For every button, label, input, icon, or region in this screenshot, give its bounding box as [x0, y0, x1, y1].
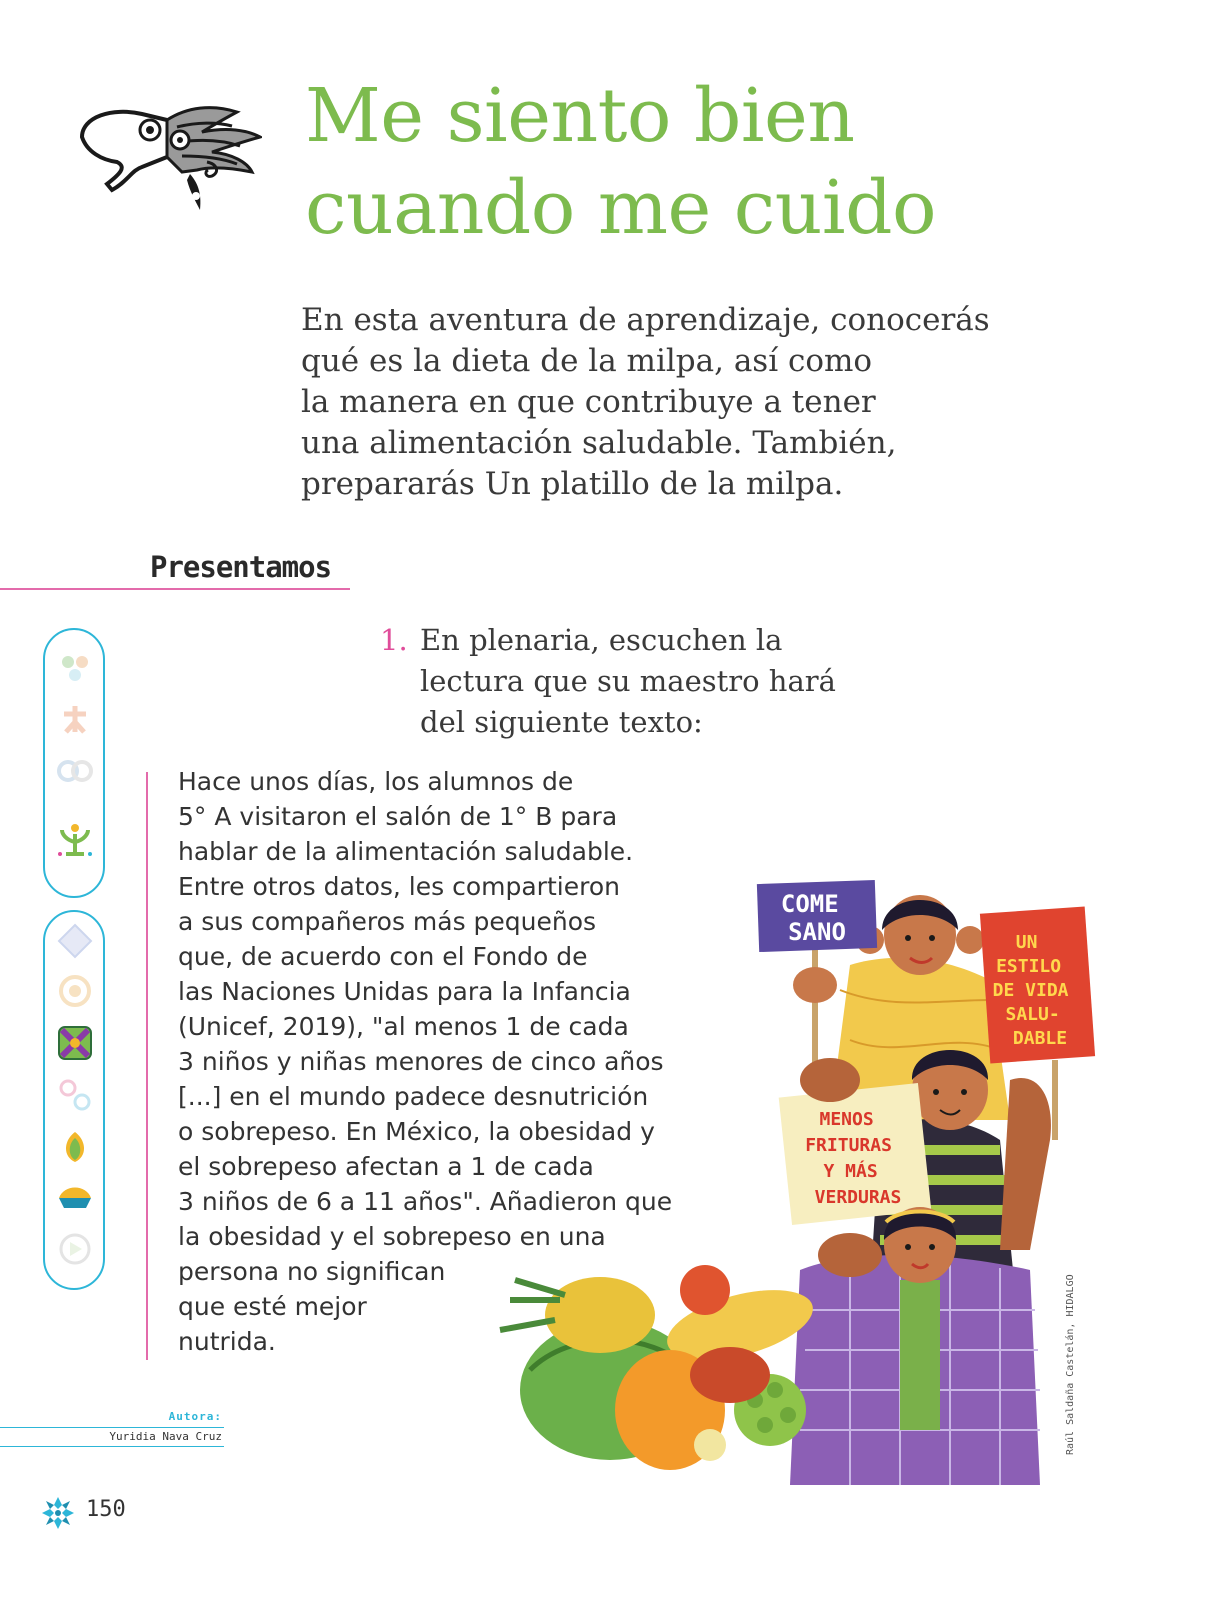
section-heading: Presentamos: [150, 550, 332, 584]
sign-menos-line: MENOS: [819, 1109, 874, 1130]
pineapple: [545, 1277, 655, 1353]
sign-come-sano-line: SANO: [788, 918, 846, 946]
intro-line: una alimentación saludable. También,: [301, 425, 897, 461]
intro-line: qué es la dieta de la milpa, así como: [301, 343, 873, 379]
sign-come-sano-line: COME: [780, 890, 839, 918]
reading-line: nutrida.: [178, 1327, 276, 1356]
author-divider: [0, 1427, 224, 1428]
sign-estilo-line: ESTILO: [996, 956, 1062, 977]
mango: [690, 1347, 770, 1403]
reading-line: que esté mejor: [178, 1292, 367, 1321]
sign-menos-line: VERDURAS: [814, 1187, 902, 1208]
reading-line: persona no significan: [178, 1257, 446, 1286]
sign-estilo-line: SALU-: [1005, 1004, 1060, 1025]
reading-line: a sus compañeros más pequeños: [178, 907, 597, 936]
reading-line: hablar de la alimentación saludable.: [178, 837, 634, 866]
intro-line: En esta aventura de aprendizaje, conocerás: [301, 302, 990, 338]
sign-menos-line: FRITURAS: [805, 1135, 892, 1156]
seed-pattern-icon: [56, 648, 94, 686]
page-title: [305, 70, 936, 254]
kids-with-signs-illustration: [470, 870, 1110, 1485]
instruction-line: En plenaria, escuchen la: [420, 623, 783, 657]
reading-line: [...] en el mundo padece desnutrición: [178, 1082, 649, 1111]
reading-line: Hace unos días, los alumnos de: [178, 767, 574, 796]
sign-estilo-line: DABLE: [1012, 1028, 1068, 1049]
reading-line: las Naciones Unidas para la Infancia: [178, 977, 631, 1006]
intro-line: prepararás Un platillo de la milpa.: [301, 466, 844, 502]
sign-menos-line: Y MÁS: [823, 1161, 878, 1182]
sprout-figure-icon: [56, 820, 94, 858]
reading-line: (Unicef, 2019), "al menos 1 de cada: [178, 1012, 629, 1041]
reading-line: que, de acuerdo con el Fondo de: [178, 942, 588, 971]
reading-line: 3 niños y niñas menores de cinco años: [178, 1047, 664, 1076]
bird-head-logo-icon: [72, 92, 262, 217]
intro-paragraph: [301, 300, 1021, 505]
author-name: Yuridia Nava Cruz: [109, 1430, 222, 1443]
title-line-1: Me siento bien: [305, 73, 855, 159]
section-divider: [0, 588, 350, 590]
reading-line: 5° A visitaron el salón de 1° B para: [178, 802, 618, 831]
reading-line: la obesidad y el sobrepeso en una: [178, 1222, 606, 1251]
instruction-line: del siguiente texto:: [420, 705, 703, 739]
activity-number: 1.: [380, 623, 408, 657]
figure-pattern-icon: [56, 700, 94, 738]
reading-line: 3 niños de 6 a 11 años". Añadieron que: [178, 1187, 673, 1216]
author-label: Autora:: [168, 1410, 222, 1423]
reading-line: Entre otros datos, les compartieron: [178, 872, 620, 901]
diamond-pattern-icon: [56, 922, 94, 960]
svg-text:COME SANO: [781, 890, 853, 946]
link-pattern-icon: [56, 1076, 94, 1114]
lotus-icon: [56, 1128, 94, 1166]
title-line-2: cuando me cuido: [305, 165, 937, 251]
spiral-pattern-icon: [56, 972, 94, 1010]
sign-estilo-line: DE VIDA: [992, 980, 1069, 1001]
illustration-credit: Raúl Saldaña Castelán, HIDALGO: [1065, 1274, 1076, 1455]
bowl-icon: [56, 1178, 94, 1216]
intro-line: la manera en que contribuye a tener: [301, 384, 876, 420]
sidebar-capsule-top: [43, 628, 105, 898]
knot-pattern-icon: [56, 752, 94, 790]
sidebar-capsule-bottom: [43, 910, 105, 1290]
sign-estilo-line: UN: [1015, 932, 1038, 953]
star-box-icon: [56, 1024, 94, 1062]
reading-line: o sobrepeso. En México, la obesidad y: [178, 1117, 655, 1146]
reading-accent-bar: [146, 772, 148, 1360]
page-number: 150: [86, 1497, 126, 1522]
author-divider: [0, 1446, 224, 1447]
flower-pattern-icon: [40, 1495, 76, 1531]
circle-pattern-icon: [56, 1230, 94, 1268]
orange: [680, 1265, 730, 1315]
reading-line: el sobrepeso afectan a 1 de cada: [178, 1152, 594, 1181]
instruction-line: lectura que su maestro hará: [420, 664, 836, 698]
